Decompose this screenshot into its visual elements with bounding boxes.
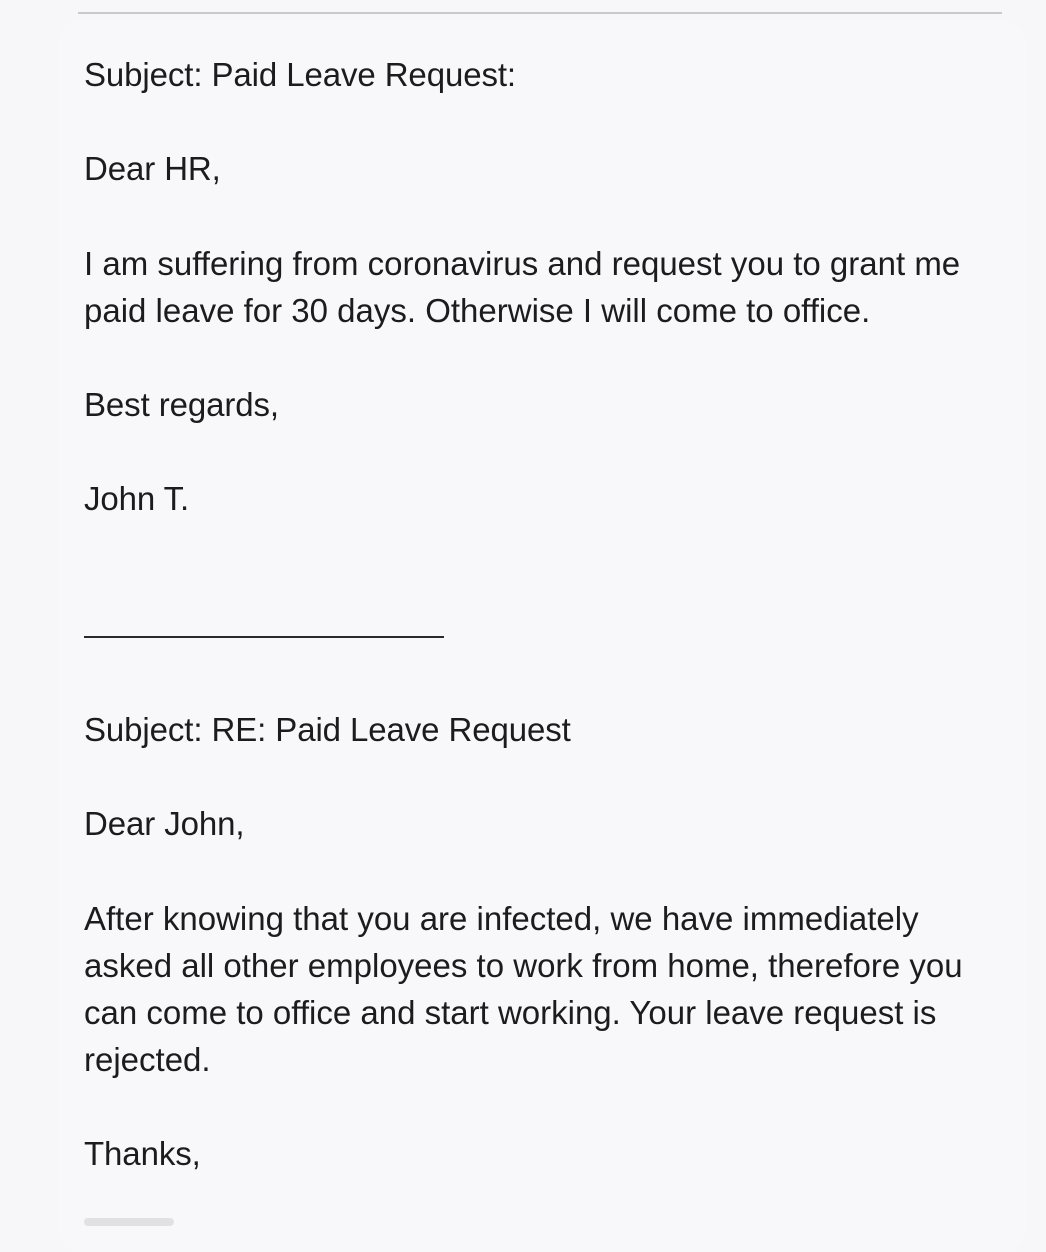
original-email-greeting: Dear HR,: [84, 150, 221, 187]
reply-email-subject: Subject: RE: Paid Leave Request: [84, 711, 571, 748]
signature-divider: [84, 636, 444, 638]
original-email-closing: Best regards,: [84, 386, 279, 423]
spacer: [84, 753, 1014, 801]
spacer: [84, 1083, 1014, 1131]
reply-email-closing: Thanks,: [84, 1135, 201, 1172]
spacer: [84, 192, 1014, 240]
top-divider-line: [78, 12, 1002, 14]
spacer: [84, 847, 1014, 895]
cut-off-text-fragment: [84, 1218, 174, 1226]
original-email-body: I am suffering from coronavirus and request you to grant me paid leave for 30 days. Otherwise I will come to office.: [84, 245, 961, 329]
original-email-signature: John T.: [84, 480, 190, 517]
spacer: [84, 428, 1014, 476]
reply-email-body: After knowing that you are infected, we have immediately asked all other employees to work from home, therefore you can come to office and start working. Your leave request is rejected.: [84, 900, 963, 1078]
spacer: [84, 98, 1014, 146]
reply-email-greeting: Dear John,: [84, 805, 245, 842]
original-email: [84, 52, 1014, 522]
original-email-subject: Subject: Paid Leave Request:: [84, 56, 516, 93]
spacer: [84, 334, 1014, 382]
reply-email: [84, 707, 1014, 1177]
